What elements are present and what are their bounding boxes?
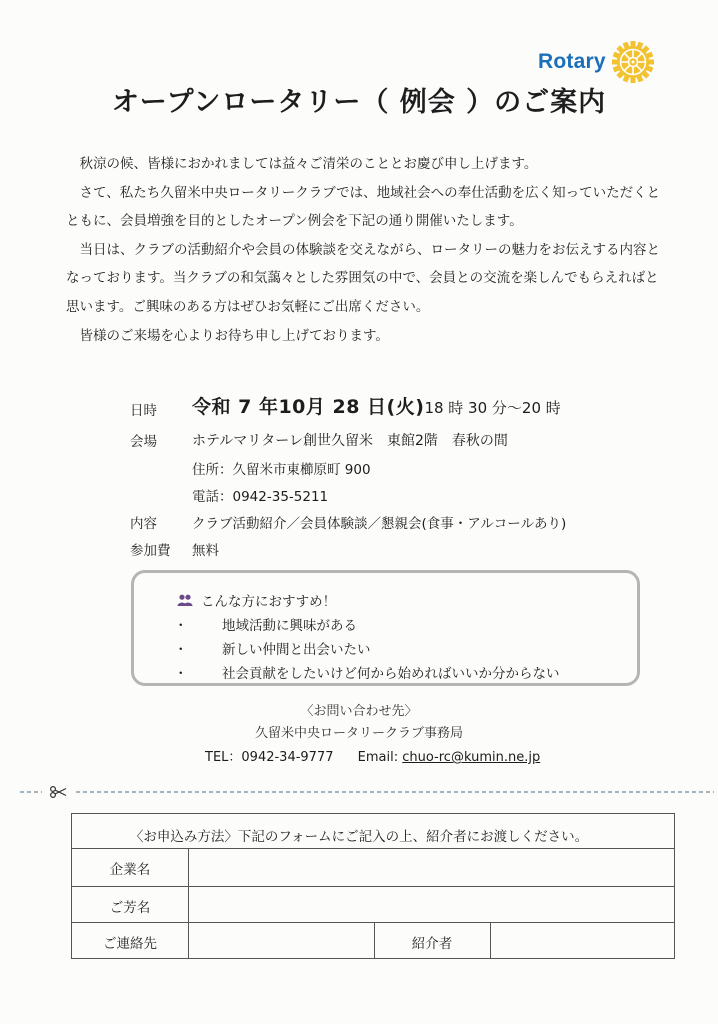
contact-heading: 〈お問い合わせ先〉 [300, 704, 418, 719]
date-time: 18 時 30 分～20 時 [424, 399, 561, 417]
referrer-label: 紹介者 [411, 936, 453, 952]
content-value: クラブ活動紹介／会員体験談／懇親会(食事・アルコールあり) [192, 516, 567, 532]
referrer-field[interactable] [491, 923, 673, 957]
form-instructions: 〈お申込み方法〉下記のフォームにご記入の上、紹介者にお渡しください。 [129, 829, 589, 845]
venue-value: ホテルマリターレ創世久留米 東館2階 春秋の間 [192, 433, 508, 449]
contact-line [205, 746, 540, 765]
name-field[interactable] [189, 887, 673, 921]
fee-label: 参加費 [130, 543, 171, 559]
people-icon [177, 594, 193, 606]
rotary-wheel-icon [610, 39, 656, 85]
company-label: 企業名 [109, 862, 151, 878]
date-label: 日時 [130, 403, 157, 419]
recommend-heading [177, 590, 336, 610]
email-label: Email: [357, 750, 399, 765]
company-field[interactable] [189, 849, 673, 885]
date-value [192, 392, 561, 419]
intro-paragraph: さて、私たち久留米中央ロータリークラブでは、地域社会への奉仕活動を広く知っていただくとともに、会員増強を目的としたオープン例会を下記の通り開催いたします。 [66, 184, 661, 230]
address-value: 住所：久留米市東櫛原町 900 [192, 462, 371, 478]
recommend-box [131, 570, 640, 686]
recommend-heading-text: こんな方におすすめ！ [201, 594, 337, 610]
scissors-icon [51, 787, 66, 798]
venue-label: 会場 [130, 434, 157, 450]
name-label: ご芳名 [109, 900, 151, 916]
recommend-item: ・ 地域活動に興味がある [174, 618, 357, 634]
date-main: 令和 7 年10月 28 日(火) [192, 396, 425, 418]
intro-text [66, 150, 666, 350]
contact-info-field[interactable] [189, 923, 373, 957]
contact-info-label: ご連絡先 [103, 936, 157, 952]
intro-paragraph: 当日は、クラブの活動紹介や会員の体験談を交えながら、ロータリーの魅力をお伝えする内容となっております。当クラブの和気藹々とした雰囲気の中で、会員との交流を楽しんでもらえればと思います。ご興味のある方はぜひお気軽にご出席ください。 [66, 241, 660, 315]
email-link[interactable]: chuo-rc@kumin.ne.jp [402, 750, 541, 765]
phone-value: 電話：0942-35-5211 [192, 489, 329, 505]
recommend-item: ・ 社会貢献をしたいけど何から始めればいいか分からない [174, 666, 560, 682]
content-label: 内容 [130, 516, 157, 532]
recommend-item: ・ 新しい仲間と出会いたい [174, 642, 371, 658]
rotary-wordmark: Rotary [538, 50, 606, 73]
intro-paragraph: 秋涼の候、皆様におかれましては益々ご清栄のこととお慶び申し上げます。 [66, 156, 538, 172]
intro-paragraph: 皆様のご来場を心よりお待ち申し上げております。 [66, 327, 389, 344]
cut-line [20, 786, 714, 798]
fee-value: 無料 [192, 543, 219, 559]
rotary-logo [538, 38, 656, 86]
contact-org: 久留米中央ロータリークラブ事務局 [254, 726, 463, 741]
page-title: オープンロータリー（ 例会 ）のご案内 [111, 87, 607, 118]
contact-tel: TEL：0942-34-9777 [205, 750, 334, 765]
